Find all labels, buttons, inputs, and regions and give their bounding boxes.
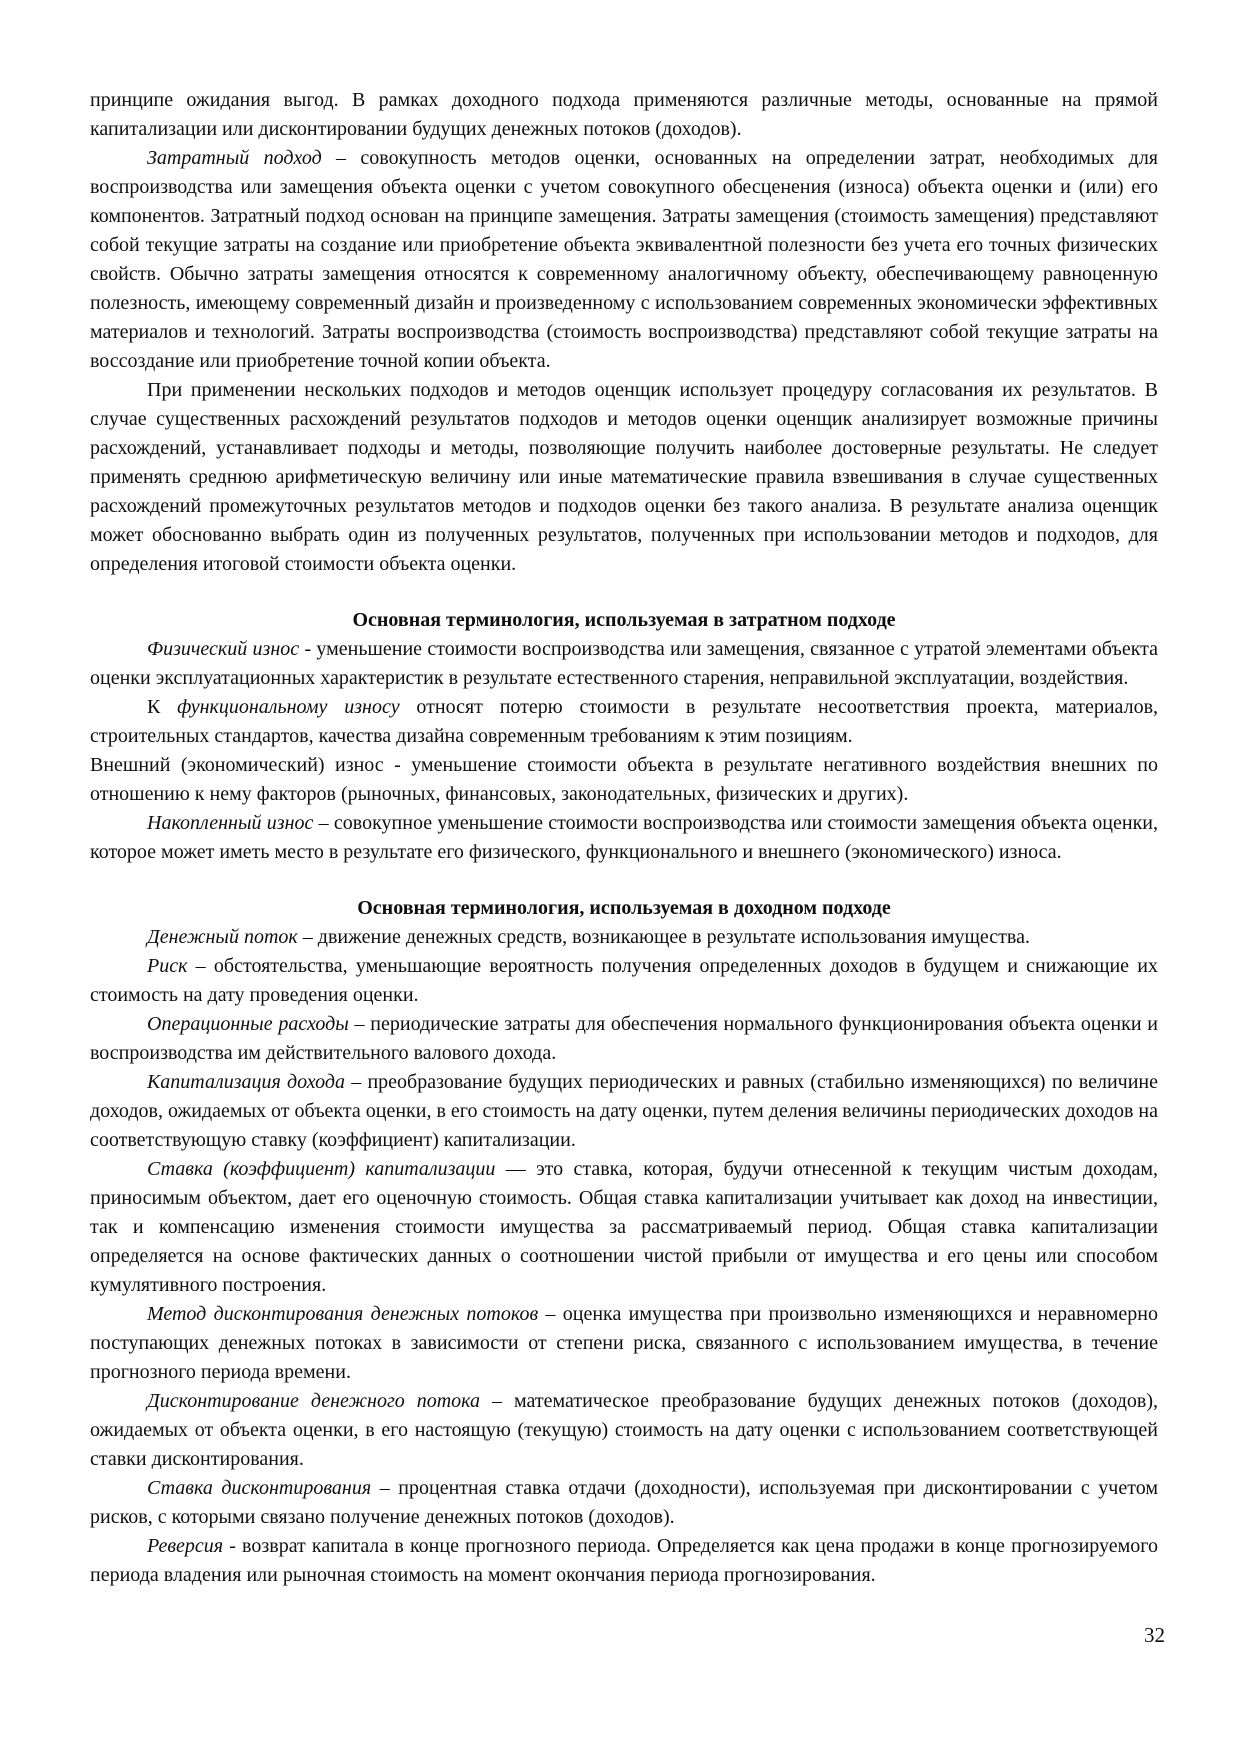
term-italic: Накопленный износ	[147, 812, 314, 834]
term-italic: Ставка (коэффициент) капитализации	[147, 1158, 496, 1180]
term-italic: Капитализация дохода	[147, 1071, 345, 1093]
body-text: - уменьшение стоимости воспроизводства или замещения, связанное с утратой элементами объекта оценки эксплуатационных характеристик в результате естественного старения, неправильной эксплуатации, воздействия.	[90, 638, 1159, 689]
paragraph	[90, 1155, 1158, 1300]
paragraph	[90, 1532, 1158, 1590]
paragraph	[90, 809, 1158, 867]
term-italic: Денежный поток	[147, 926, 298, 948]
term-italic: Метод дисконтирования денежных потоков	[147, 1303, 539, 1325]
paragraph	[90, 923, 1158, 952]
body-text: – совокупное уменьшение стоимости воспроизводства или стоимости замещения объекта оценки, которое может иметь место в результате его физического, функционального и внешнего (экономического) износа.	[90, 812, 1158, 863]
paragraph	[90, 1474, 1158, 1532]
paragraph	[90, 751, 1158, 809]
body-text: Внешний (экономический) износ - уменьшение стоимости объекта в результате негативного воздействия внешних по отношению к нему факторов (рыночных, финансовых, законодательных, физических и других).	[90, 754, 1158, 805]
paragraph	[90, 693, 1158, 751]
term-italic: Физический износ	[147, 638, 300, 660]
body-text: относят потерю стоимости в результате несоответствия проекта, материалов, строительных стандартов, качества дизайна современным требованиям к этим позициям.	[90, 696, 1159, 747]
term-italic: Дисконтирование денежного потока	[147, 1390, 481, 1412]
body-text: – совокупность методов оценки, основанных на определении затрат, необходимых для воспроизводства или замещения объекта оценки с учетом совокупного обесценения (износа) объекта оценки и (или) его компонентов. Затратный подход основан на принципе замещения. Затраты замещения (стоимость замещения) представляют собой текущие затраты на создание или приобретение объекта эквивалентной полезности без учета его точных физических свойств. Обычно затраты замещения относятся к современному аналогичному объекту, обеспечивающему равноценную полезность, имеющему современный дизайн и произведенному с использованием современных экономически эффективных материалов и технологий. Затраты воспроизводства (стоимость воспроизводства) представляют собой текущие затраты на воссоздание или приобретение точной копии объекта.	[90, 147, 1159, 372]
body-text: – оценка имущества при произвольно изменяющихся и неравномерно поступающих денежных потоках в зависимости от степени риска, связанного с использованием имущества, в течение прогнозного периода времени.	[90, 1303, 1159, 1383]
term-italic: Операционные расходы	[147, 1013, 349, 1035]
paragraph	[90, 1387, 1158, 1474]
paragraph	[90, 952, 1158, 1010]
term-italic: функциональному износу	[177, 696, 400, 718]
term-italic: Ставка дисконтирования	[147, 1477, 372, 1499]
paragraph	[90, 144, 1158, 376]
paragraph	[90, 1300, 1158, 1387]
document-content	[90, 86, 1158, 1590]
term-italic: Затратный подход	[147, 147, 322, 169]
body-text: – математическое преобразование будущих денежных потоков (доходов), ожидаемых от объекта оценки, в его настоящую (текущую) стоимость на дату оценки с использованием соответствующей ставки дисконтирования.	[90, 1390, 1158, 1470]
body-text: – периодические затраты для обеспечения нормального функционирования объекта оценки и воспроизводства им действительного валового дохода.	[90, 1013, 1158, 1064]
body-text: принципе ожидания выгод. В рамках доходного подхода применяются различные методы, основанные на прямой капитализации или дисконтировании будущих денежных потоков (доходов).	[90, 89, 1158, 140]
term-italic: Реверсия	[147, 1535, 224, 1557]
paragraph	[90, 1010, 1158, 1068]
body-text: – движение денежных средств, возникающее в результате использования имущества.	[297, 926, 1030, 948]
body-text: При применении нескольких подходов и методов оценщик использует процедуру согласования их результатов. В случае существенных расхождений результатов подходов и методов оценки оценщик анализирует возможные причины расхождений, устанавливает подходы и методы, позволяющие получить наиболее достоверные результаты. Не следует применять среднюю арифметическую величину или иные математические правила взвешивания в случае существенных расхождений промежуточных результатов методов и подходов оценки без такого анализа. В результате анализа оценщик может обоснованно выбрать один из полученных результатов, полученных при использовании методов и подходов, для определения итоговой стоимости объекта оценки.	[90, 379, 1158, 575]
paragraph	[90, 376, 1158, 579]
body-text: - возврат капитала в конце прогнозного периода. Определяется как цена продажи в конце прогнозируемого периода владения или рыночная стоимость на момент окончания периода прогнозирования.	[90, 1535, 1158, 1586]
body-text: — это ставка, которая, будучи отнесенной к текущим чистым доходам, приносимым объектом, дает его оценочную стоимость. Общая ставка капитализации учитывает как доход на инвестиции, так и компенсацию изменения стоимости имущества за рассматриваемый период. Общая ставка капитализации определяется на основе фактических данных о соотношении чистой прибыли от имущества и его цены или способом кумулятивного построения.	[90, 1158, 1159, 1296]
section-heading: Основная терминология, используемая в доходном подходе	[357, 897, 891, 919]
section-heading: Основная терминология, используемая в затратном подходе	[352, 609, 896, 631]
body-text: К	[147, 696, 178, 718]
page-number: 32	[1144, 1623, 1165, 1647]
body-text: – процентная ставка отдачи (доходности), используемая при дисконтировании с учетом рисков, с которыми связано получение денежных потоков (доходов).	[90, 1477, 1158, 1528]
paragraph	[90, 635, 1158, 693]
term-italic: Риск	[147, 955, 188, 977]
paragraph	[90, 86, 1158, 144]
paragraph	[90, 1068, 1158, 1155]
body-text: – обстоятельства, уменьшающие вероятность получения определенных доходов в будущем и снижающие их стоимость на дату проведения оценки.	[90, 955, 1158, 1006]
body-text: – преобразование будущих периодических и равных (стабильно изменяющихся) по величине доходов, ожидаемых от объекта оценки, в его стоимость на дату оценки, путем деления величины периодических доходов на соответствующую ставку (коэффициент) капитализации.	[90, 1071, 1158, 1151]
